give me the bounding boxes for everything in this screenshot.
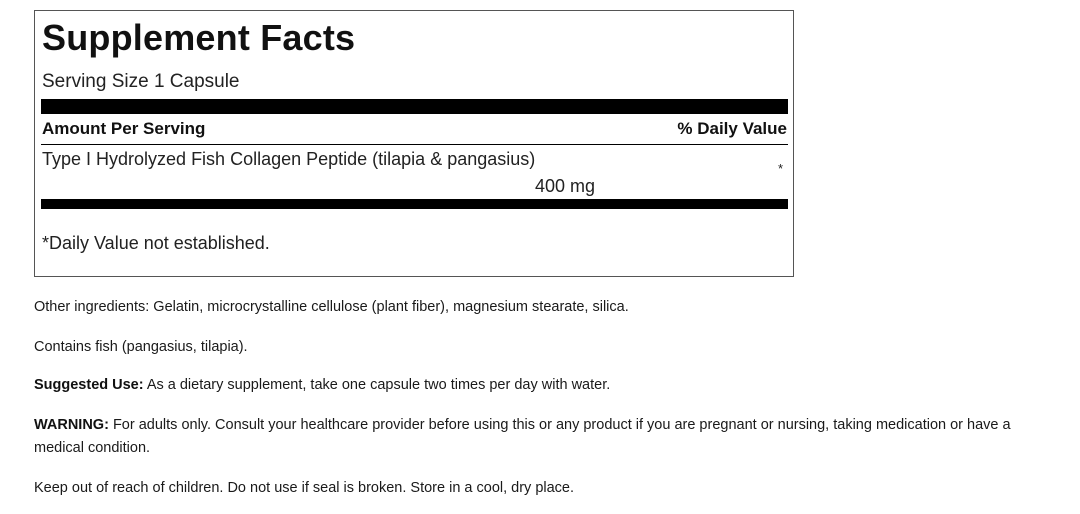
warning-text: For adults only. Consult your healthcare provider before using this or any product if you are pregnant or nursing, taking medication or have a medical condition.	[34, 417, 1011, 456]
storage-instructions: Keep out of reach of children. Do not use if seal is broken. Store in a cool, dry place.	[34, 480, 575, 496]
daily-value-footnote: *Daily Value not established.	[42, 233, 270, 253]
ingredient-name: Type I Hydrolyzed Fish Collagen Peptide (tilapia & pangasius)	[42, 149, 536, 169]
daily-value-header: % Daily Value	[677, 119, 787, 138]
suggested-use	[34, 374, 1054, 397]
divider-thick-bottom	[41, 199, 788, 209]
serving-size: Serving Size 1 Capsule	[42, 71, 240, 92]
suggested-use-text: As a dietary supplement, take one capsule two times per day with water.	[143, 377, 611, 393]
divider-thin	[41, 144, 788, 145]
allergen-statement: Contains fish (pangasius, tilapia).	[34, 339, 248, 355]
divider-thick-top	[41, 99, 788, 114]
ingredient-amount: 400 mg	[535, 176, 596, 196]
supplement-facts-panel	[34, 10, 794, 277]
facts-title: Supplement Facts	[42, 17, 356, 58]
amount-per-serving-header: Amount Per Serving	[42, 119, 206, 138]
ingredient-daily-value: *	[777, 161, 783, 176]
suggested-use-label: Suggested Use:	[34, 377, 144, 393]
warning-label: WARNING:	[34, 417, 109, 433]
warning	[34, 414, 1054, 460]
other-ingredients: Other ingredients: Gelatin, microcrystalline cellulose (plant fiber), magnesium stearate, silica.	[34, 299, 629, 315]
